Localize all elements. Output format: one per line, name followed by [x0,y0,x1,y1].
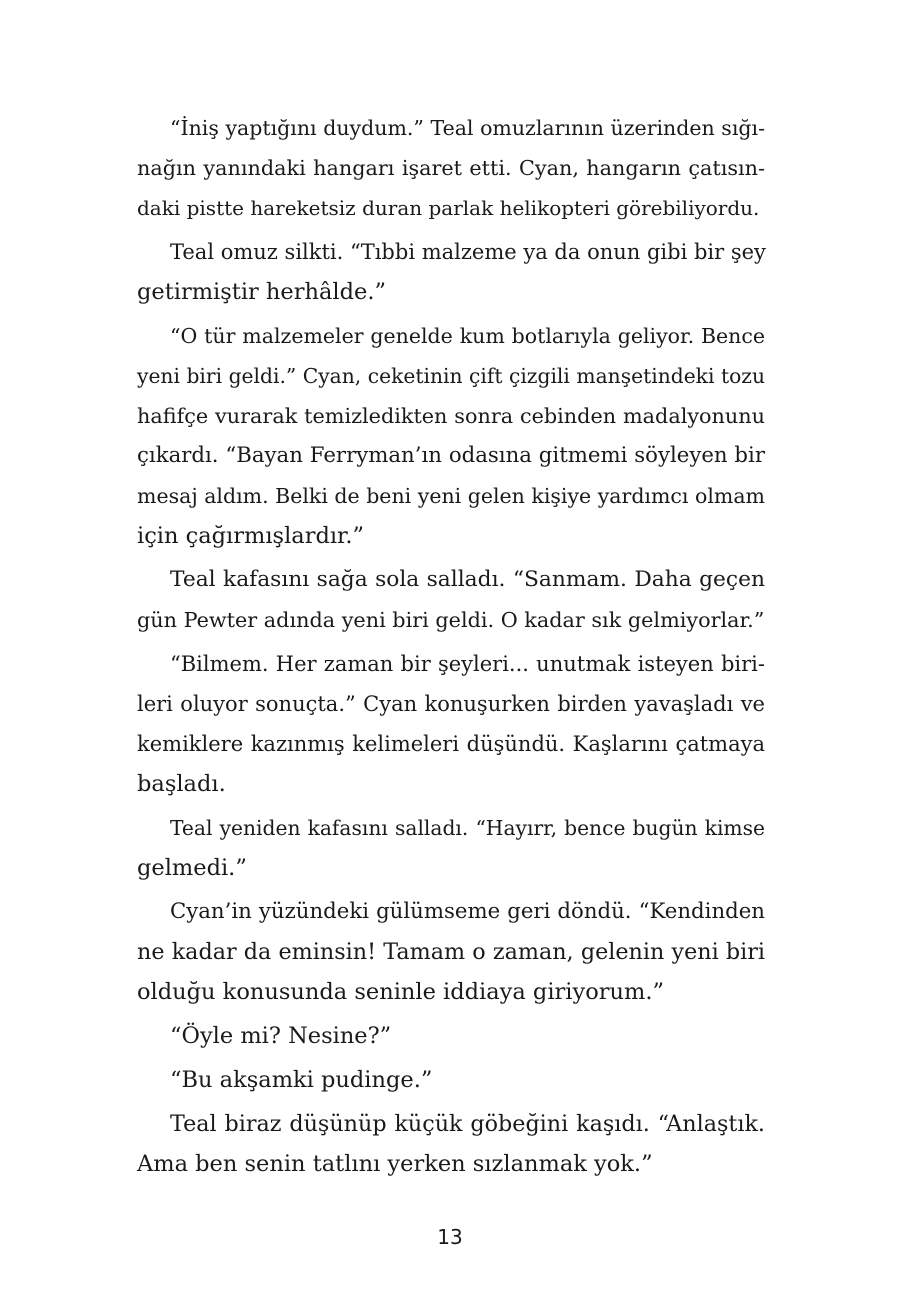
text-line: Ama ben senin tatlını yerken sızlanmak yok.” [137,1151,653,1177]
text-line: gelmedi.” [137,855,247,881]
text-line: “İniş yaptığını duydum.” Teal omuzlarının üzerinden sığı- [170,116,765,140]
text-line: “Bilmem. Her zaman bir şeyleri... unutmak isteyen biri- [170,652,765,676]
text-line: için çağırmışlardır.” [137,523,364,549]
text-line: başladı. [137,771,226,797]
text-line: leri oluyor sonuçta.” Cyan konuşurken birden yavaşladı ve [137,692,765,716]
paragraph [137,892,765,1012]
text-line: Teal omuz silkti. “Tıbbi malzeme ya da onun gibi bir şey [170,240,766,264]
text-line: “Öyle mi? Nesine?” [170,1023,392,1049]
text-line: Teal biraz düşünüp küçük göbeğini kaşıdı. “Anlaştık. [170,1111,765,1137]
paragraph [137,560,765,640]
paragraph [137,1016,765,1056]
text-line: çıkardı. “Bayan Ferryman’ın odasına gitmemi söyleyen bir [137,443,765,468]
paragraph [137,808,765,888]
text-line: yeni biri geldi.” Cyan, ceketinin çift çizgili manşetindeki tozu [137,364,765,388]
text-line: Teal kafasını sağa sola salladı. “Sanmam. Daha geçen [170,567,765,592]
text-line: kemiklere kazınmış kelimeleri düşündü. Kaşlarını çatmaya [137,732,765,756]
text-line: ne kadar da eminsin! Tamam o zaman, gelenin yeni biri [137,939,765,965]
paragraph [137,232,765,312]
paragraph [137,1104,765,1184]
text-line: “Bu akşamki pudinge.” [170,1067,433,1093]
text-line: daki pistte hareketsiz duran parlak helikopteri görebiliyordu. [137,196,760,220]
text-line: hafifçe vurarak temizledikten sonra cebinden madalyonunu [137,404,765,428]
text-line: mesaj aldım. Belki de beni yeni gelen kişiye yardımcı olmam [137,484,765,508]
paragraph [137,1060,765,1100]
paragraph [137,316,765,556]
body-text [137,108,765,1184]
text-line: nağın yanındaki hangarı işaret etti. Cyan, hangarın çatısın- [137,156,765,180]
text-line: gün Pewter adında yeni biri geldi. O kadar sık gelmiyorlar.” [137,608,765,632]
paragraph [137,644,765,804]
text-line: Cyan’in yüzündeki gülümseme geri döndü. “Kendinden [170,899,765,924]
text-line: “O tür malzemeler genelde kum botlarıyla geliyor. Bence [170,324,765,348]
text-line: getirmiştir herhâlde.” [137,279,386,305]
text-line: Teal yeniden kafasını salladı. “Hayırr, bence bugün kimse [170,816,765,840]
page-number: 13 [437,1225,463,1249]
text-line: olduğu konusunda seninle iddiaya giriyorum.” [137,979,664,1005]
paragraph [137,108,765,228]
